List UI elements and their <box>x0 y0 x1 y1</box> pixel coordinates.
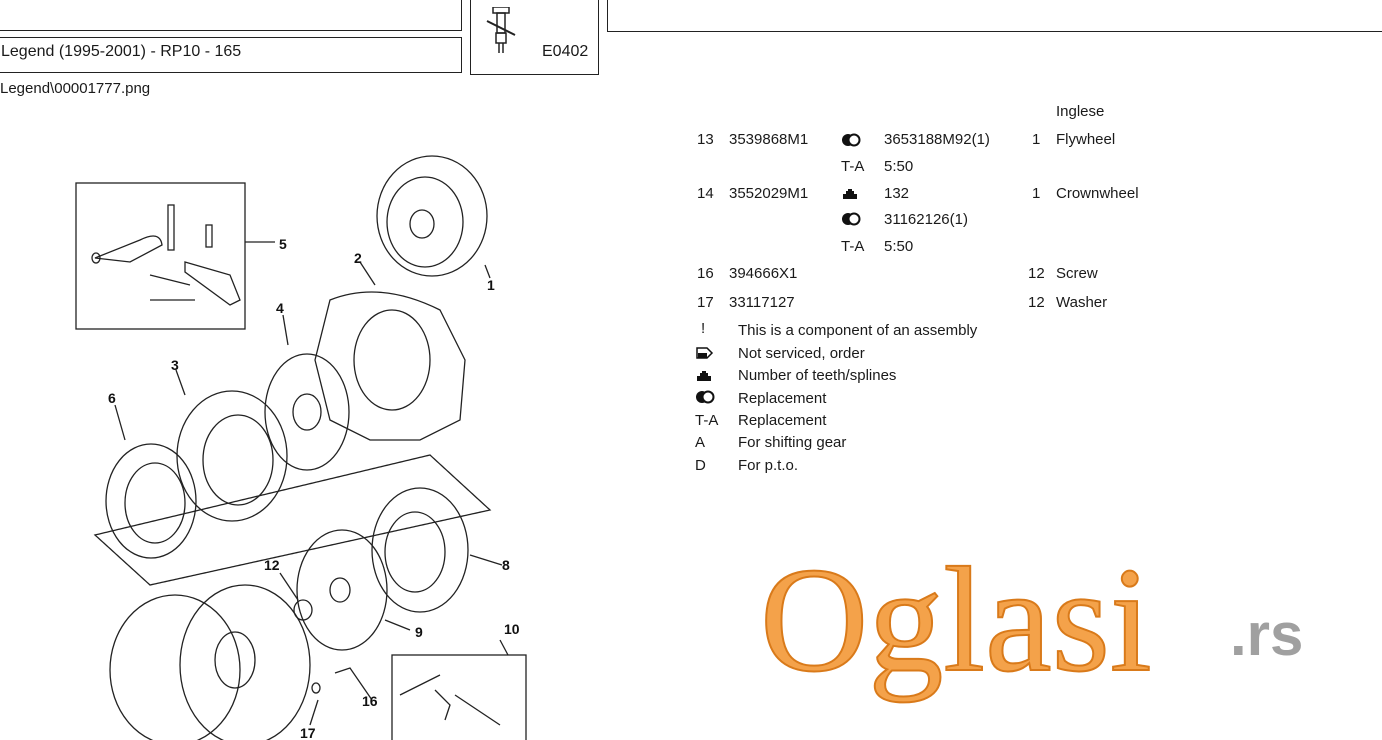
part-alt: 5:50 <box>884 238 914 255</box>
part-number: 3539868M1 <box>729 131 809 148</box>
callout-9: 9 <box>415 624 423 640</box>
callout-16: 16 <box>362 693 378 709</box>
part-number: 394666X1 <box>729 265 798 282</box>
legend-text: For p.t.o. <box>738 457 799 474</box>
legend-text: Replacement <box>738 390 827 407</box>
legend-symbol: ! <box>701 320 706 337</box>
callout-1: 1 <box>487 277 495 293</box>
callout-2: 2 <box>354 250 362 266</box>
replacement-icon <box>841 133 861 147</box>
replacement-icon <box>695 390 715 404</box>
language-label: Inglese <box>1056 103 1105 120</box>
part-ref: 13 <box>697 131 714 148</box>
header-title-box <box>0 37 462 73</box>
watermark-brand: Oglasi <box>760 540 1152 703</box>
header-right-box <box>607 0 1382 32</box>
callout-5: 5 <box>279 236 287 252</box>
callout-6: 6 <box>108 390 116 406</box>
part-alt: 132 <box>884 185 910 202</box>
legend-symbol: A <box>695 434 706 451</box>
part-icon <box>483 7 523 57</box>
page-title: Legend (1995-2001) - RP10 - 165 <box>1 43 242 60</box>
code-box <box>470 0 599 75</box>
part-qty: 1 <box>1032 185 1041 202</box>
callout-10: 10 <box>504 621 520 637</box>
legend-text: This is a component of an assembly <box>738 322 978 339</box>
callout-8: 8 <box>502 557 510 573</box>
order-icon <box>696 347 714 359</box>
part-ref: 17 <box>697 294 714 311</box>
replacement-icon <box>841 212 861 226</box>
part-qty: 12 <box>1028 265 1045 282</box>
part-desc: Washer <box>1056 294 1108 311</box>
part-desc: Flywheel <box>1056 131 1116 148</box>
legend-symbol: T-A <box>695 412 719 429</box>
part-ref: 16 <box>697 265 714 282</box>
image-filename: Legend\00001777.png <box>0 80 151 97</box>
legend-symbol: D <box>695 457 706 474</box>
part-desc: Screw <box>1056 265 1098 282</box>
callout-12: 12 <box>264 557 280 573</box>
legend-text: For shifting gear <box>738 434 847 451</box>
part-alt: 5:50 <box>884 158 914 175</box>
teeth-icon <box>696 370 712 382</box>
exploded-parts-diagram <box>60 140 560 740</box>
watermark-tld: .rs <box>1230 601 1304 668</box>
part-ref: 14 <box>697 185 714 202</box>
header-top-box <box>0 0 462 31</box>
part-symbol-text: T-A <box>841 158 865 175</box>
callout-4: 4 <box>276 300 284 316</box>
part-number: 33117127 <box>729 294 795 311</box>
legend-text: Replacement <box>738 412 827 429</box>
page-code: E0402 <box>542 43 589 60</box>
legend-text: Number of teeth/splines <box>738 367 897 384</box>
part-qty: 12 <box>1028 294 1045 311</box>
part-alt: 3653188M92(1) <box>884 131 990 148</box>
legend-text: Not serviced, order <box>738 345 865 362</box>
part-alt: 31162126(1) <box>884 211 968 228</box>
watermark-logo <box>760 540 1320 710</box>
teeth-icon <box>842 188 858 200</box>
part-symbol-text: T-A <box>841 238 865 255</box>
part-qty: 1 <box>1032 131 1041 148</box>
callout-3: 3 <box>171 357 179 373</box>
part-desc: Crownwheel <box>1056 185 1139 202</box>
part-number: 3552029M1 <box>729 185 809 202</box>
callout-17: 17 <box>300 725 316 740</box>
